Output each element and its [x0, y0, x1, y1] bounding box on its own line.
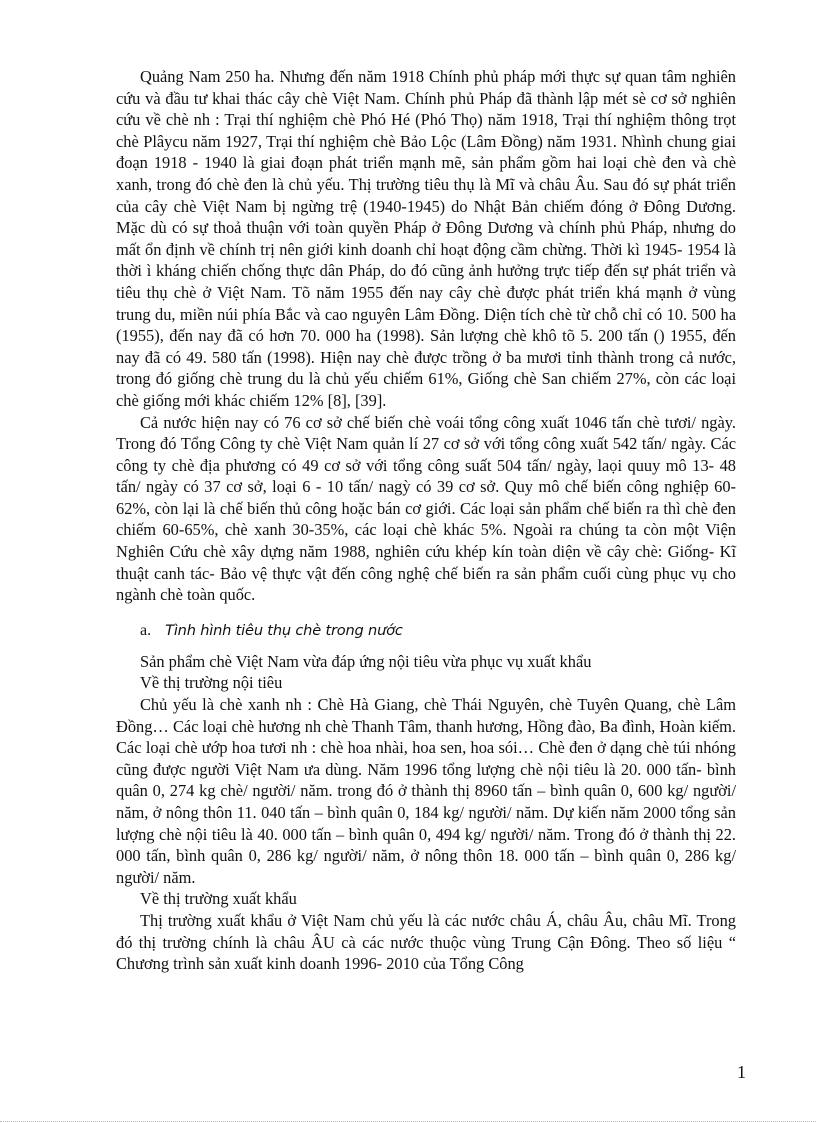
- page-number: 1: [737, 1062, 746, 1082]
- section-letter: a.: [140, 621, 152, 639]
- section-heading-a: [140, 620, 736, 641]
- domestic-market-text: Chủ yếu là chè xanh nh : Chè Hà Giang, chè Thái Nguyên, chè Tuyên Quang, chè Lâm Đồng… Các loại chè hương nh chè Thanh Tâm, thanh hương, Hồng đào, Ba đình, Hoàn kiếm. Các loại chè ướp hoa tươi nh : chè hoa nhài, hoa sen, hoa sói… Chè đen ở dạng chè túi nhóng cũng được người Việt Nam ưa dùng. Năm 1996 tổng lượng chè nội tiêu là 20. 000 tấn- bình quân 0, 274 kg chè/ người/ năm. trong đó ở thành thị 8960 tấn – bình quân 0, 600 kg/ người/ năm, ở nông thôn 11. 040 tấn – bình quân 0, 184 kg/ người/ năm. Dự kiến năm 2000 tổng sản lượng chè nội tiêu là 40. 000 tấn – bình quân 0, 494 kg/ người/ năm. Trong đó ở thành thị 22. 000 tấn, bình quân 0, 286 kg/ người/ năm, ở nông thôn 18. 000 tấn – bình quân 0, 286 kg/ người/ năm.: [116, 695, 736, 887]
- intro-line: Sản phẩm chè Việt Nam vừa đáp ứng nội tiêu vừa phục vụ xuất khẩu: [140, 651, 592, 671]
- paragraph-history: Quảng Nam 250 ha. Nhưng đến năm 1918 Chính phủ pháp mới thực sự quan tâm nghiên cứu và đầu tư khai thác cây chè Việt Nam. Chính phủ Pháp đã thành lập mét sè cơ sở nghiên cứu về chè nh : Trại thí nghiệm chè Phó Hé (Phó Thọ) năm 1918, Trại thí nghiệm thông trọt chè Plâycu năm 1927, Trại thí nghiệm chè Bảo Lộc (Lâm Đồng) năm 1931. Nhình chung giai đoạn 1918 - 1940 là giai đoạn phát triển mạnh mẽ, sản phẩm gồm hai loại chè đen và chè xanh, trong đó chè đen là chủ yếu. Thị trường tiêu thụ là Mĩ và châu Âu. Sau đó sự phát triển của cây chè Việt Nam bị ngừng trệ (1940-1945) do Nhật Bản chiếm đóng ở Đông Dương. Mặc dù có sự thoả thuận với toàn quyền Pháp ở Đông Dương và chính phủ Pháp, nhưng do mất ổn định về chính trị nên giới kinh doanh chỉ hoạt động cầm chừng. Thời kì 1945- 1954 là thời ì kháng chiến chống thực dân Pháp, do đó cũng ảnh hưởng trực tiếp đến sự phát triển và tiêu thụ chè ở Việt Nam. Tõ năm 1955 đến nay cây chè được phát triển khá mạnh ở vùng trung du, miền núi phía Bắc và cao nguyên Lâm Đồng. Diện tích chè từ chỗ chỉ có 10. 500 ha (1955), đến nay đã có hơn 70. 000 ha (1998). Sản lượng chè khô tõ 5. 200 tấn () 1955, đến nay đã có 49. 580 tấn (1998). Hiện nay chè được trồng ở ba mươi tỉnh thành trong cả nước, trong đó giống chè trung du là chủ yếu chiếm 61%, Giống chè San chiếm 27%, còn các loại chè giống mới khác chiếm 12% [8], [39].: [116, 67, 736, 410]
- section-title: Tình hình tiêu thụ chè trong nước: [165, 621, 403, 639]
- page-bottom-divider: [0, 1121, 816, 1122]
- paragraph-processing: Cả nước hiện nay có 76 cơ sở chế biến chè voái tổng công xuất 1046 tấn chè tươi/ ngày. Trong đó Tổng Công ty chè Việt Nam quản lí 27 cơ sở với tổng công xuất 542 tấn/ ngày. Các công ty chè địa phương có 49 cơ sở với tổng công suất 504 tấn/ ngày, laọi quuy mô 13- 48 tấn/ ngày có 37 cơ sở, loại 6 - 10 tấn/ nagỳ có 39 cơ sở. Quy mô chế biến công nghiệp 60-62%, còn lại là chế biến thủ công hoặc bán cơ giới. Các loại sản phẩm chế biến ra thì chè đen chiếm 60-65%, chè xanh 30-35%, các loại chè khác 5%. Ngoài ra chúng ta còn một Viện Nghiên Cứu chè xây dựng năm 1988, nghiên cứu khép kín toàn diện về cây chè: Giống- Kĩ thuật canh tác- Bảo vệ thực vật đến công nghệ chế biến ra sản phẩm cuối cùng phục vụ cho ngành chè toàn quốc.: [116, 412, 736, 605]
- export-market-text: Thị trường xuất khẩu ở Việt Nam chủ yếu là các nước châu Á, châu Âu, châu Mĩ. Trong đó thị trường chính là châu ÂU cà các nước thuộc vùng Trung Cận Đông. Theo số liệu “ Chương trình sản xuất kinh doanh 1996- 2010 của Tổng Công: [116, 910, 736, 974]
- export-market-heading: Về thị trường xuất khẩu: [140, 889, 297, 909]
- domestic-market-heading: Về thị trường nội tiêu: [140, 673, 283, 693]
- document-body: [116, 66, 736, 975]
